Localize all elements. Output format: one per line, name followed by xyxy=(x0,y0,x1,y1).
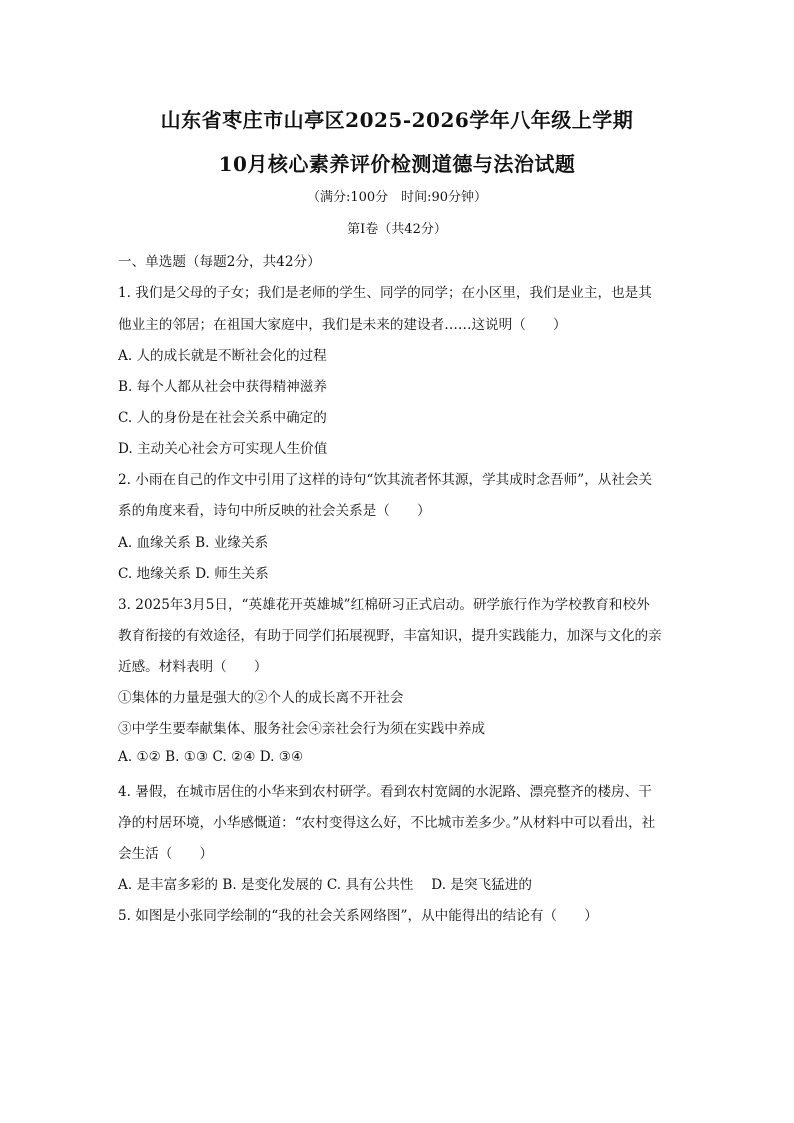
exam-title-line-2: 10月核心素养评价检测道德与法治试题 xyxy=(218,152,576,176)
question-1-stem-line: 他业主的邻居；在祖国大家庭中，我们是未来的建设者……这说明（ ） xyxy=(118,317,567,333)
question-3-stem-line: 近感。材料表明（ ） xyxy=(118,659,268,675)
question-4-stem-line: 会生活（ ） xyxy=(118,846,214,862)
question-4-options: A. 是丰富多彩的 B. 是变化发展的 C. 具有公共性 D. 是突飞猛进的 xyxy=(118,877,532,893)
question-1-option-b: B. 每个人都从社会中获得精神滋养 xyxy=(118,379,327,395)
question-1-option-d: D. 主动关心社会方可实现人生价值 xyxy=(118,441,328,457)
exam-title-line-1: 山东省枣庄市山亭区2025-2026学年八年级上学期 xyxy=(160,108,634,132)
question-5-stem-line: 5. 如图是小张同学绘制的“我的社会关系网络图”，从中能得出的结论有（ ） xyxy=(118,908,598,924)
question-4-stem-line: 4. 暑假，在城市居住的小华来到农村研学。看到农村宽阔的水泥路、漂亮整齐的楼房、干 xyxy=(118,784,652,800)
exam-info: （满分:100分 时间:90分钟） xyxy=(306,190,488,205)
question-3-statement-line: ①集体的力量是强大的②个人的成长离不开社会 xyxy=(118,690,404,706)
question-3-options: A. ①② B. ①③ C. ②④ D. ③④ xyxy=(118,749,304,765)
question-3-statement-line: ③中学生要奉献集体、服务社会④亲社会行为须在实践中养成 xyxy=(118,721,486,737)
question-1-option-a: A. 人的成长就是不断社会化的过程 xyxy=(118,348,327,364)
question-2-options-cd: C. 地缘关系 D. 师生关系 xyxy=(118,566,269,582)
section-heading: 一、单选题（每题2分，共42分） xyxy=(118,254,321,270)
question-1-stem-line: 1. 我们是父母的子女；我们是老师的学生、同学的同学；在小区里，我们是业主，也是其 xyxy=(118,285,652,301)
question-2-stem-line: 系的角度来看，诗句中所反映的社会关系是（ ） xyxy=(118,503,431,519)
question-2-stem-line: 2. 小雨在自己的作文中引用了这样的诗句“饮其流者怀其源，学其成时念吾师”，从社会关 xyxy=(118,472,653,488)
question-3-stem-line: 教育衔接的有效途径，有助于同学们拓展视野，丰富知识，提升实践能力，加深与文化的亲 xyxy=(118,628,662,644)
volume-label: 第Ⅰ卷（共42分） xyxy=(347,222,447,237)
question-3-stem-line: 3. 2025年3月5日，“英雄花开英雄城”红棉研习正式启动。研学旅行作为学校教育和校外 xyxy=(118,597,650,613)
question-4-stem-line: 净的村居环境，小华感慨道：“农村变得这么好，不比城市差多少。”从材料中可以看出，社 xyxy=(118,815,656,831)
question-2-options-ab: A. 血缘关系 B. 业缘关系 xyxy=(118,535,269,551)
question-1-option-c: C. 人的身份是在社会关系中确定的 xyxy=(118,410,327,426)
